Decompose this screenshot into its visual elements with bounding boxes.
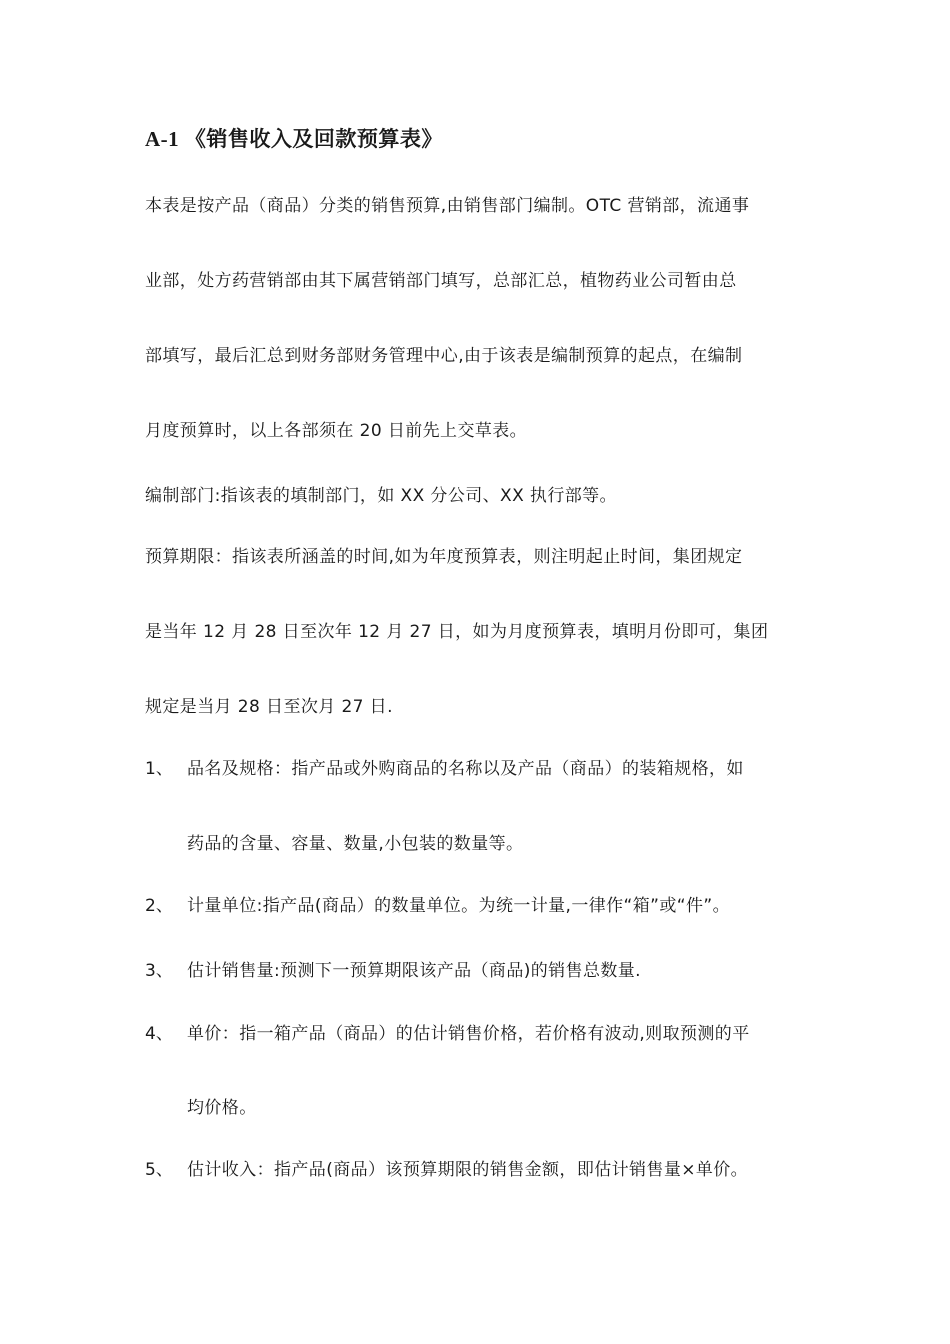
document-title: A-1 《销售收入及回款预算表》 [145,127,443,151]
item-text: 单价：指一箱产品（商品）的估计销售价格，若价格有波动,则取预测的平 [187,1024,750,1044]
period-line: 是当年 12 月 28 日至次年 12 月 27 日，如为月度预算表，填明月份即可，集团 [145,622,769,642]
item-number: 2、 [145,896,173,916]
dept-description: 编制部门:指该表的填制部门，如 XX 分公司、XX 执行部等。 [145,486,617,506]
item-text: 估计销售量:预测下一预算期限该产品（商品)的销售总数量. [187,961,641,981]
intro-line: 业部，处方药营销部由其下属营销部门填写，总部汇总，植物药业公司暂由总 [145,271,737,291]
period-line: 预算期限：指该表所涵盖的时间,如为年度预算表，则注明起止时间，集团规定 [145,547,743,567]
item-text: 药品的含量、容量、数量,小包装的数量等。 [187,834,524,854]
period-line: 规定是当月 28 日至次月 27 日. [145,697,393,717]
item-text: 计量单位:指产品(商品）的数量单位。为统一计量,一律作“箱”或“件”。 [187,896,730,916]
item-number: 3、 [145,961,173,981]
item-number: 4、 [145,1024,173,1044]
item-number: 1、 [145,759,173,779]
item-text: 品名及规格：指产品或外购商品的名称以及产品（商品）的装箱规格，如 [187,759,744,779]
item-number: 5、 [145,1160,173,1180]
item-text: 估计收入：指产品(商品）该预算期限的销售金额，即估计销售量×单价。 [187,1160,749,1180]
intro-line: 本表是按产品（商品）分类的销售预算,由销售部门编制。OTC 营销部，流通事 [145,196,750,216]
item-text: 均价格。 [187,1098,257,1118]
intro-line: 月度预算时，以上各部须在 20 日前先上交草表。 [145,421,528,441]
intro-line: 部填写，最后汇总到财务部财务管理中心,由于该表是编制预算的起点，在编制 [145,346,743,366]
